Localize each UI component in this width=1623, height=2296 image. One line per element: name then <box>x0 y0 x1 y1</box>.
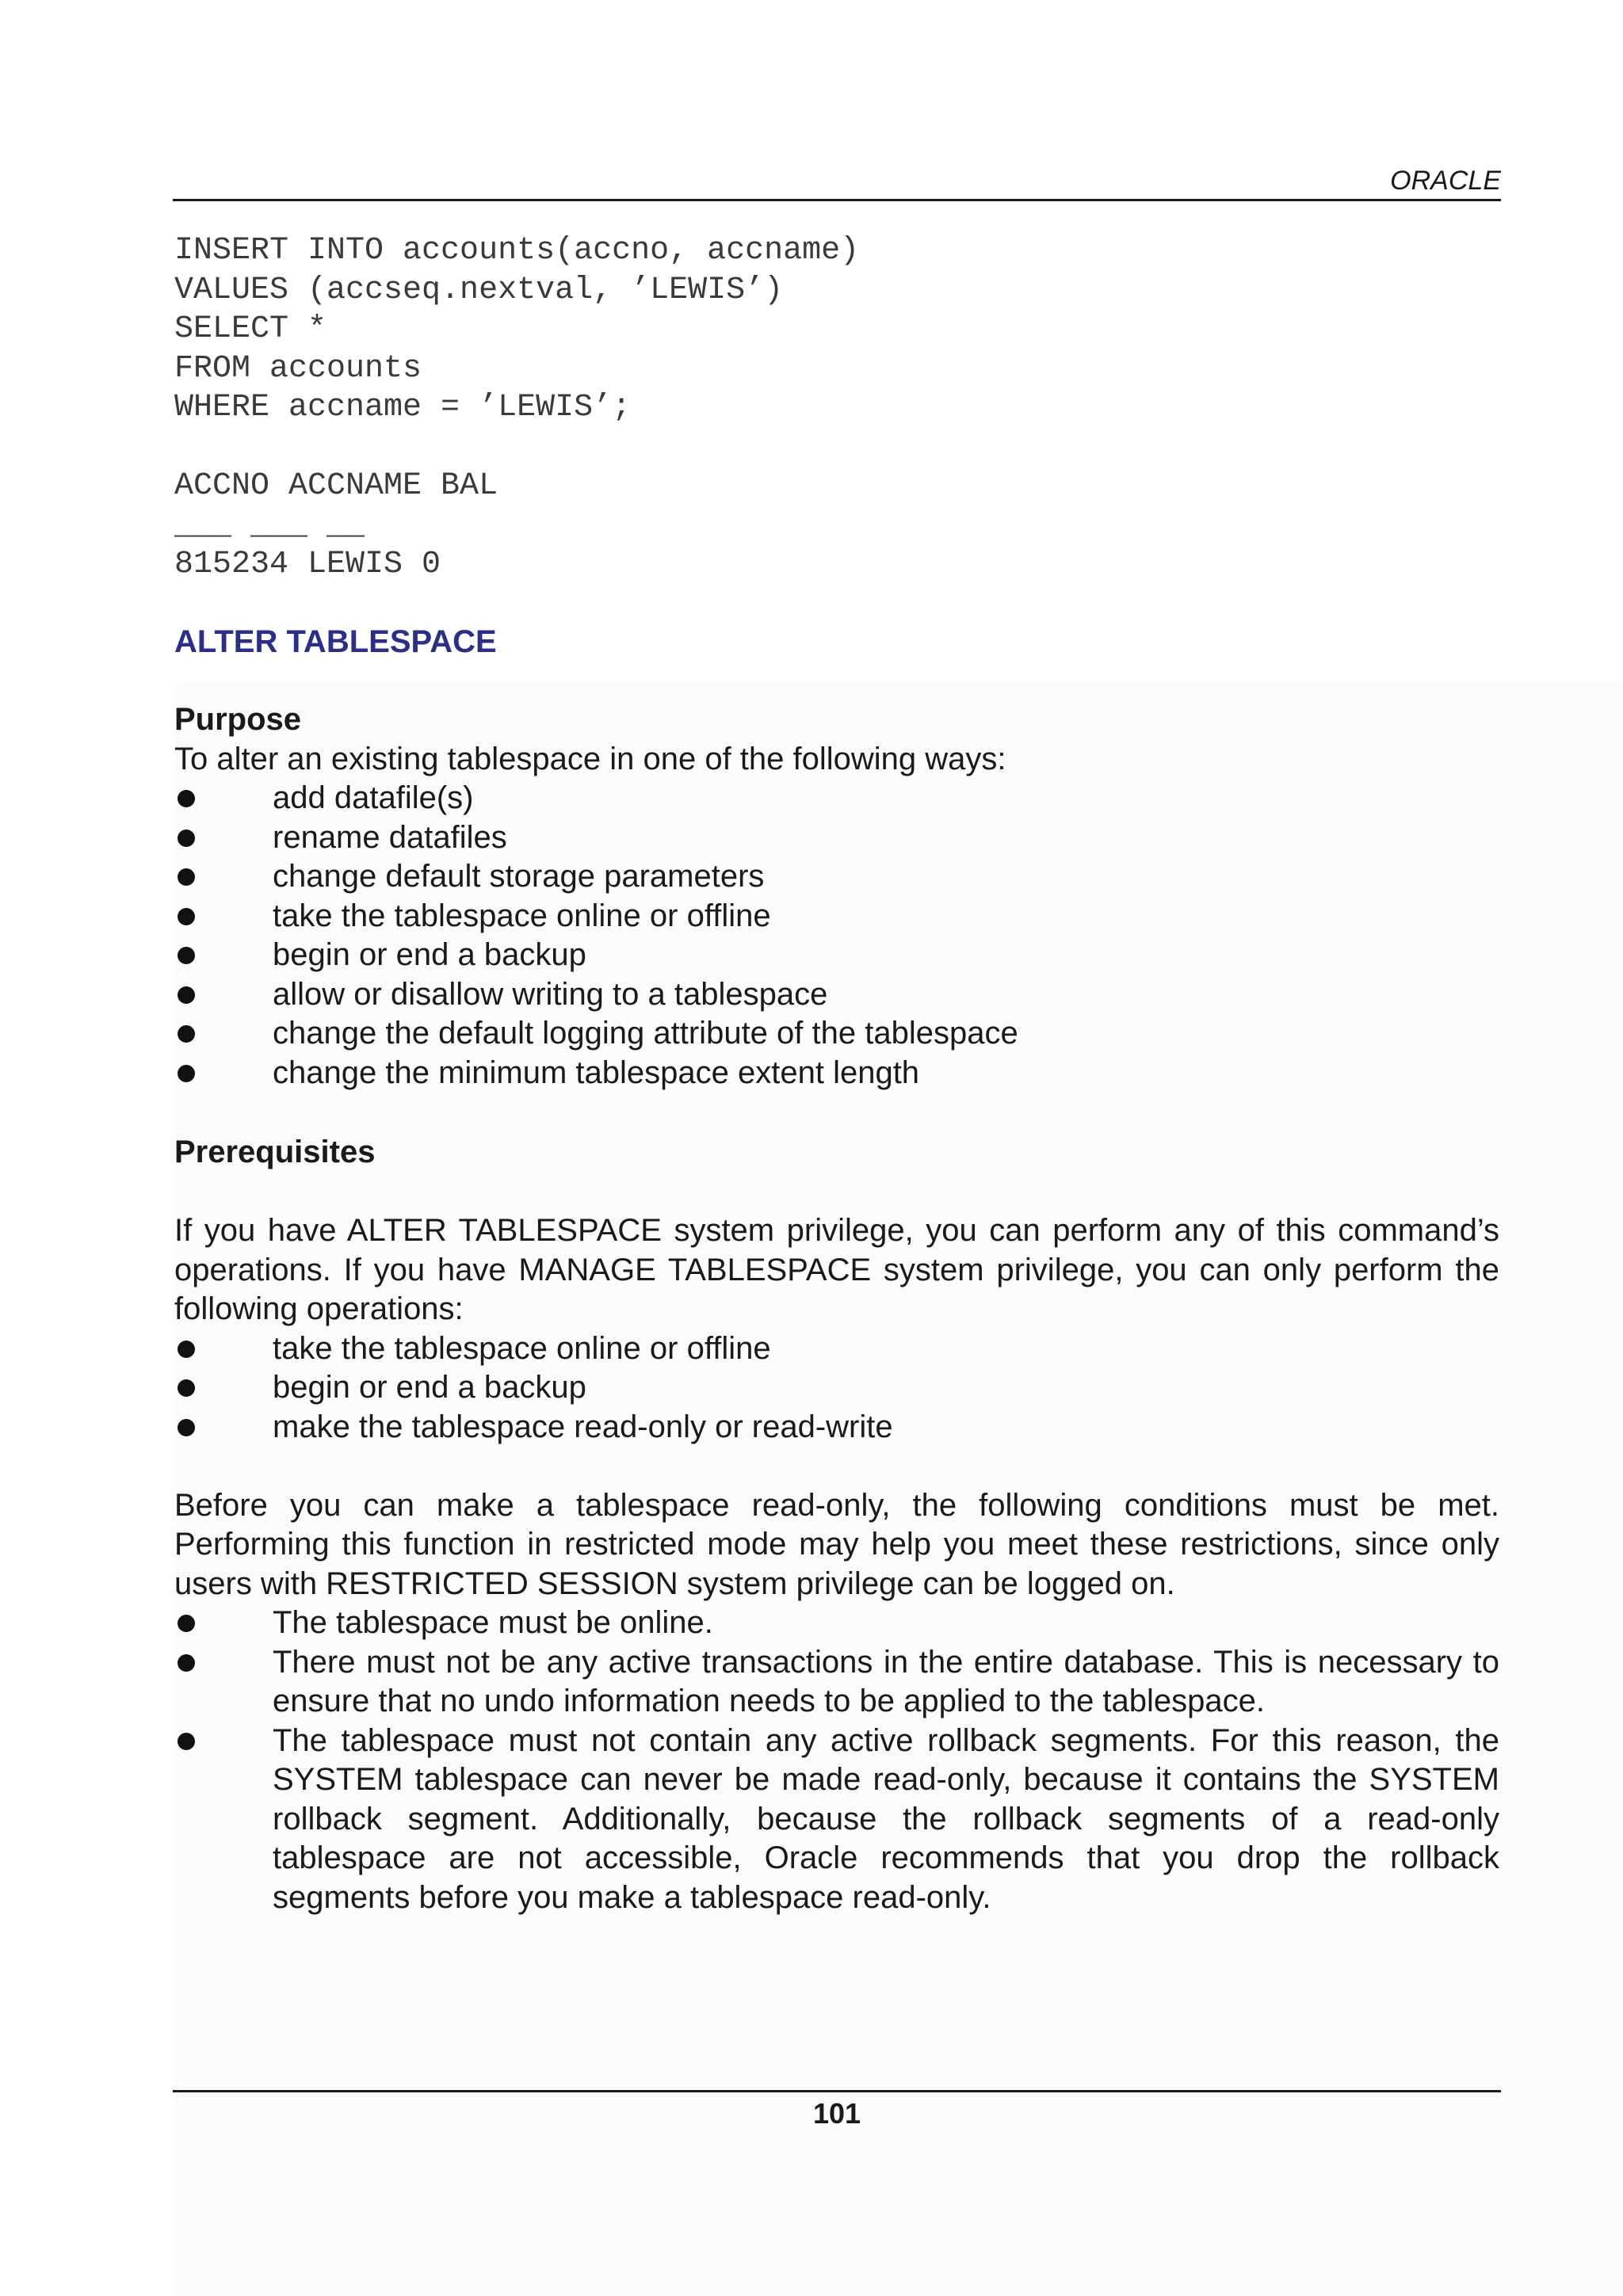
list-item: make the tablespace read-only or read-write <box>174 1408 1499 1447</box>
code-line: WHERE accname = ’LEWIS’; <box>174 390 632 425</box>
list-item: take the tablespace online or offline <box>174 1329 1499 1369</box>
code-block <box>174 231 859 585</box>
purpose-section <box>174 700 1499 1093</box>
code-line: SELECT * <box>174 311 327 347</box>
list-item: add datafile(s) <box>174 779 1499 818</box>
code-line: INSERT INTO accounts(accno, accname) <box>174 233 860 269</box>
code-line <box>174 428 859 467</box>
list-item: take the tablespace online or offline <box>174 897 1499 936</box>
list-item: The tablespace must not contain any active rollback segments. For this reason, the SYSTEM tablespace can never be made read-only, because it contains the SYSTEM rollback segment. Additionally, because the rollback segments of a read-only tablespace are not accessible, Oracle recommends that you drop the rollback segments before you make a tablespace read-only. <box>174 1722 1499 1918</box>
purpose-list <box>174 779 1499 1093</box>
list-item: The tablespace must be online. <box>174 1604 1499 1643</box>
prerequisites-heading: Prerequisites <box>174 1135 376 1169</box>
code-line: VALUES (accseq.nextval, ’LEWIS’) <box>174 272 784 308</box>
bullet-icon <box>178 1025 195 1043</box>
bullet-icon <box>178 1341 195 1358</box>
bullet-icon <box>178 868 195 886</box>
code-line: ___ ___ __ <box>174 507 365 543</box>
bullet-icon <box>178 1379 195 1397</box>
bullet-icon <box>178 1733 195 1750</box>
code-line: ACCNO ACCNAME BAL <box>174 468 498 504</box>
purpose-intro: To alter an existing tablespace in one of the following ways: <box>174 741 1006 776</box>
section-title: ALTER TABLESPACE <box>174 624 497 659</box>
bullet-icon <box>178 830 195 847</box>
bullet-icon <box>178 1615 195 1632</box>
prerequisites-intro: If you have ALTER TABLESPACE system privilege, you can perform any of this command’s operations. If you have MANAGE TABLESPACE system privilege, you can only perform the following operations: <box>174 1213 1499 1326</box>
footer-rule <box>173 2090 1501 2092</box>
header-rule <box>173 199 1501 201</box>
prerequisites-section <box>174 1133 1499 1917</box>
list-item: begin or end a backup <box>174 1368 1499 1408</box>
privilege-operations-list <box>174 1329 1499 1447</box>
list-item: There must not be any active transactions in the entire database. This is necessary to ensure that no undo information needs to be applied to the tablespace. <box>174 1643 1499 1722</box>
list-item: change the default logging attribute of the tablespace <box>174 1014 1499 1054</box>
purpose-heading: Purpose <box>174 702 302 737</box>
running-header: ORACLE <box>1390 166 1501 196</box>
bullet-icon <box>178 1419 195 1436</box>
code-line: FROM accounts <box>174 350 422 387</box>
code-line: 815234 LEWIS 0 <box>174 547 441 582</box>
list-item: allow or disallow writing to a tablespace <box>174 975 1499 1015</box>
list-item: change default storage parameters <box>174 857 1499 897</box>
list-item: change the minimum tablespace extent length <box>174 1054 1499 1093</box>
page-number: 101 <box>812 2097 861 2130</box>
bullet-icon <box>178 790 195 807</box>
list-item: rename datafiles <box>174 818 1499 858</box>
bullet-icon <box>178 1654 195 1672</box>
bullet-icon <box>178 1065 195 1082</box>
list-item: begin or end a backup <box>174 936 1499 975</box>
bullet-icon <box>178 986 195 1004</box>
readonly-conditions-list <box>174 1604 1499 1917</box>
readonly-conditions-intro: Before you can make a tablespace read-only, the following conditions must be met. Performing this function in restricted mode may help you meet these restrictions, since only users with RESTRICTED SESSION system privilege can be logged on. <box>174 1487 1499 1601</box>
bullet-icon <box>178 908 195 925</box>
bullet-icon <box>178 947 195 964</box>
